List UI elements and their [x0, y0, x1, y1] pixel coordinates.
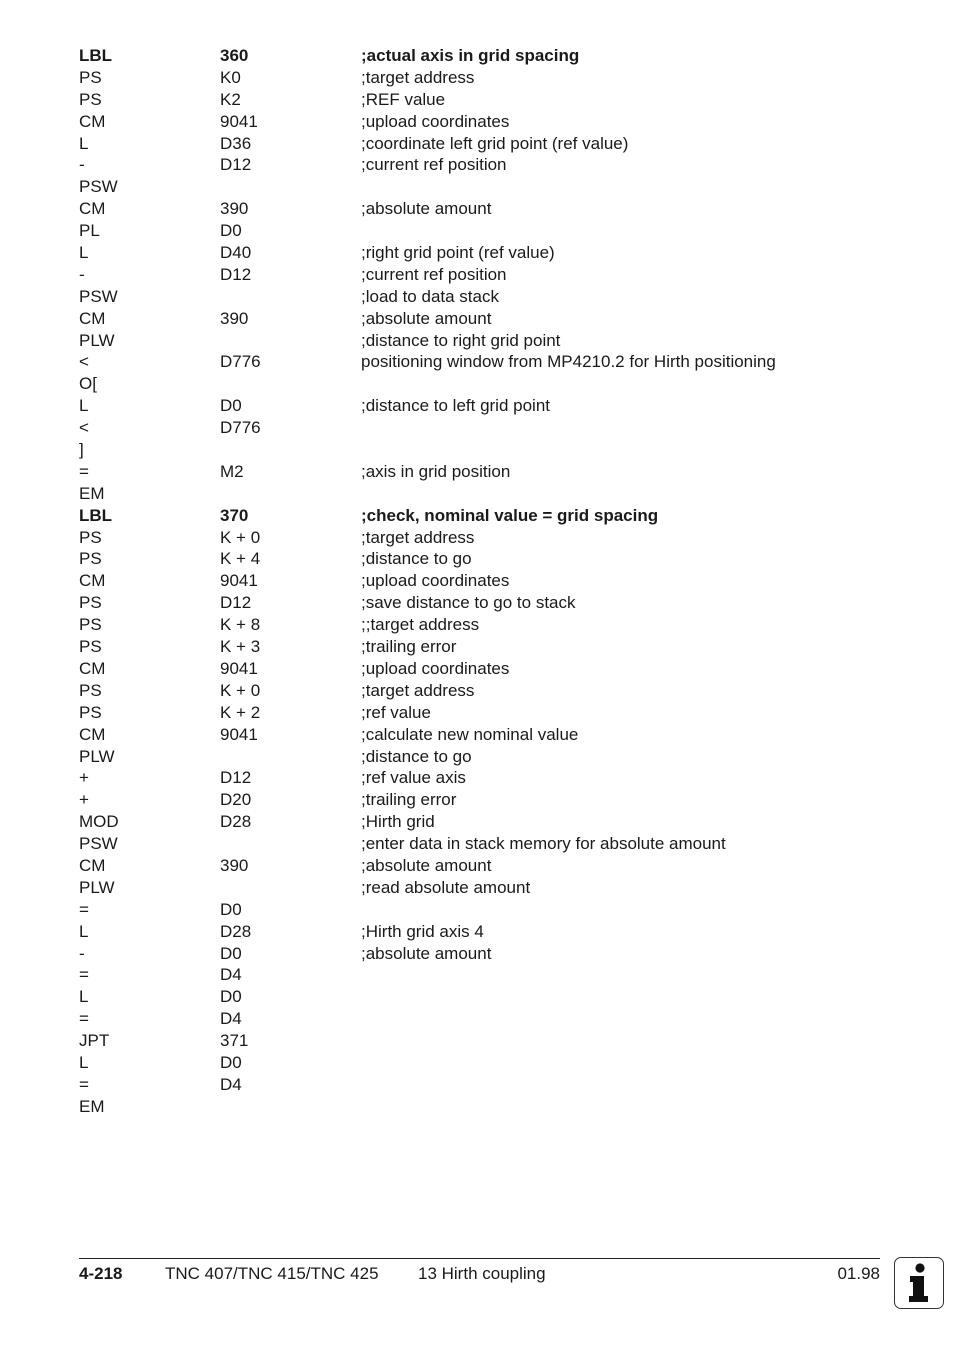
code-op: PS	[79, 615, 102, 635]
code-line	[79, 986, 899, 1008]
code-arg: K + 0	[220, 527, 261, 547]
code-op: CM	[79, 111, 106, 131]
code-op: -	[79, 943, 85, 963]
code-comment: ;upload coordinates	[361, 111, 510, 131]
code-op: EM	[79, 1096, 105, 1116]
code-arg: 9041	[220, 111, 258, 131]
code-comment: ;target address	[361, 527, 475, 547]
code-comment: ;distance to left grid point	[361, 396, 551, 416]
code-arg: M2	[220, 461, 244, 481]
code-arg: K2	[220, 89, 241, 109]
code-arg: D4	[220, 965, 242, 985]
code-op: +	[79, 790, 89, 810]
code-op: PS	[79, 702, 102, 722]
code-comment: positioning window from MP4210.2 for Hirth positioning	[361, 352, 776, 372]
code-comment: ;;target address	[361, 615, 480, 635]
code-arg: D4	[220, 1074, 242, 1094]
code-arg: K + 4	[220, 549, 261, 569]
code-arg: D36	[220, 133, 252, 153]
code-comment: ;distance to go	[361, 549, 472, 569]
code-line	[79, 1096, 899, 1118]
code-line	[79, 964, 899, 986]
code-line	[79, 1074, 899, 1096]
code-line	[79, 395, 899, 417]
code-line	[79, 724, 899, 746]
code-arg: 9041	[220, 571, 258, 591]
code-line	[79, 702, 899, 724]
code-op: CM	[79, 855, 106, 875]
info-icon	[894, 1257, 944, 1309]
code-arg: D0	[220, 943, 242, 963]
code-comment: ;upload coordinates	[361, 658, 510, 678]
code-comment: ;right grid point (ref value)	[361, 243, 555, 263]
code-line	[79, 198, 899, 220]
page-footer	[79, 1258, 880, 1299]
code-comment: ;absolute amount	[361, 199, 492, 219]
code-comment: ;load to data stack	[361, 286, 499, 306]
code-comment: ;current ref position	[361, 155, 507, 175]
code-line	[79, 220, 899, 242]
code-arg: D28	[220, 921, 252, 941]
code-comment: ;read absolute amount	[361, 877, 531, 897]
code-op: ]	[79, 440, 84, 460]
code-line	[79, 89, 899, 111]
code-comment: ;actual axis in grid spacing	[361, 46, 580, 65]
code-arg: D20	[220, 790, 252, 810]
product-model: TNC 407/TNC 415/TNC 425	[165, 1264, 379, 1283]
code-arg: K + 0	[220, 680, 261, 700]
code-line	[79, 67, 899, 89]
code-line	[79, 548, 899, 570]
code-arg: 370	[220, 505, 249, 525]
code-line	[79, 855, 899, 877]
code-line	[79, 877, 899, 899]
code-arg: D0	[220, 221, 242, 241]
code-line	[79, 351, 899, 373]
code-line	[79, 789, 899, 811]
code-line	[79, 242, 899, 264]
code-op: CM	[79, 571, 106, 591]
code-comment: ;trailing error	[361, 637, 457, 657]
code-comment: ;trailing error	[361, 790, 457, 810]
code-line	[79, 154, 899, 176]
code-line	[79, 417, 899, 439]
code-op: PSW	[79, 834, 118, 854]
code-line	[79, 1052, 899, 1074]
code-comment: ;save distance to go to stack	[361, 593, 576, 613]
code-arg: D0	[220, 1052, 242, 1072]
code-op: PS	[79, 527, 102, 547]
code-arg: K + 2	[220, 702, 261, 722]
code-arg: 360	[220, 46, 249, 65]
code-comment: ;upload coordinates	[361, 571, 510, 591]
code-line	[79, 330, 899, 352]
code-line	[79, 483, 899, 505]
code-arg: D0	[220, 987, 242, 1007]
edition-date: 01.98	[837, 1264, 880, 1283]
code-line	[79, 899, 899, 921]
code-op: MOD	[79, 812, 119, 832]
code-arg: D12	[220, 768, 252, 788]
code-line	[79, 505, 899, 527]
code-op: PSW	[79, 286, 118, 306]
code-comment: ;check, nominal value = grid spacing	[361, 505, 659, 525]
code-comment: ;coordinate left grid point (ref value)	[361, 133, 629, 153]
code-op: JPT	[79, 1031, 110, 1051]
code-op: CM	[79, 658, 106, 678]
code-op: PS	[79, 549, 102, 569]
code-line	[79, 921, 899, 943]
page-number: 4-218	[79, 1264, 123, 1283]
code-op: <	[79, 352, 89, 372]
code-comment: ;target address	[361, 67, 475, 87]
code-op: PS	[79, 680, 102, 700]
code-line	[79, 636, 899, 658]
code-op: =	[79, 461, 89, 481]
code-listing	[79, 45, 899, 1118]
code-line	[79, 527, 899, 549]
code-comment: ;axis in grid position	[361, 461, 511, 481]
code-op: L	[79, 133, 89, 153]
code-op: PL	[79, 221, 100, 241]
code-line	[79, 45, 899, 67]
code-op: PS	[79, 637, 102, 657]
code-op: -	[79, 264, 85, 284]
code-line	[79, 746, 899, 768]
code-op: CM	[79, 199, 106, 219]
code-line	[79, 461, 899, 483]
code-arg: D0	[220, 396, 242, 416]
code-comment: ;absolute amount	[361, 308, 492, 328]
code-op: L	[79, 243, 89, 263]
code-line	[79, 111, 899, 133]
code-line	[79, 1008, 899, 1030]
code-op: PS	[79, 67, 102, 87]
code-comment: ;distance to go	[361, 746, 472, 766]
code-op: L	[79, 987, 89, 1007]
code-line	[79, 811, 899, 833]
code-arg: 371	[220, 1031, 249, 1051]
code-line	[79, 658, 899, 680]
code-line	[79, 176, 899, 198]
code-comment: ;Hirth grid axis 4	[361, 921, 484, 941]
code-arg: D4	[220, 1009, 242, 1029]
code-arg: D0	[220, 899, 242, 919]
code-arg: D12	[220, 155, 252, 175]
code-op: =	[79, 899, 89, 919]
code-op: =	[79, 965, 89, 985]
code-line	[79, 1030, 899, 1052]
code-arg: 390	[220, 199, 249, 219]
code-comment: ;Hirth grid	[361, 812, 435, 832]
code-op: O[	[79, 374, 97, 394]
code-op: PS	[79, 89, 102, 109]
code-arg: D28	[220, 812, 252, 832]
code-comment: ;calculate new nominal value	[361, 724, 579, 744]
code-comment: ;enter data in stack memory for absolute amount	[361, 834, 726, 854]
code-op: CM	[79, 308, 106, 328]
code-line	[79, 133, 899, 155]
code-op: L	[79, 396, 89, 416]
code-arg: K + 3	[220, 637, 261, 657]
code-arg: K0	[220, 67, 241, 87]
code-arg: 9041	[220, 724, 258, 744]
code-arg: D12	[220, 264, 252, 284]
code-arg: 390	[220, 855, 249, 875]
code-comment: ;ref value axis	[361, 768, 466, 788]
code-op: <	[79, 418, 89, 438]
code-op: =	[79, 1074, 89, 1094]
code-line	[79, 614, 899, 636]
code-op: L	[79, 921, 89, 941]
code-line	[79, 373, 899, 395]
code-comment: ;absolute amount	[361, 855, 492, 875]
code-line	[79, 680, 899, 702]
code-op: PLW	[79, 746, 115, 766]
code-comment: ;current ref position	[361, 264, 507, 284]
code-op: PS	[79, 593, 102, 613]
code-op: LBL	[79, 505, 113, 525]
code-op: L	[79, 1052, 89, 1072]
code-op: =	[79, 1009, 89, 1029]
code-line	[79, 308, 899, 330]
code-line	[79, 286, 899, 308]
code-line	[79, 943, 899, 965]
code-comment: ;REF value	[361, 89, 446, 109]
code-arg: 390	[220, 308, 249, 328]
chapter-title: 13 Hirth coupling	[418, 1264, 546, 1283]
code-op: PSW	[79, 177, 118, 197]
code-comment: ;target address	[361, 680, 475, 700]
code-arg: D12	[220, 593, 252, 613]
code-op: PLW	[79, 330, 115, 350]
code-op: +	[79, 768, 89, 788]
code-line	[79, 592, 899, 614]
code-line	[79, 767, 899, 789]
code-line	[79, 833, 899, 855]
code-comment: ;distance to right grid point	[361, 330, 561, 350]
code-comment: ;ref value	[361, 702, 431, 722]
code-op: EM	[79, 483, 105, 503]
code-line	[79, 439, 899, 461]
code-arg: D776	[220, 418, 261, 438]
code-op: CM	[79, 724, 106, 744]
code-arg: D776	[220, 352, 261, 372]
code-line	[79, 264, 899, 286]
code-line	[79, 570, 899, 592]
code-op: LBL	[79, 46, 113, 65]
code-op: -	[79, 155, 85, 175]
code-op: PLW	[79, 877, 115, 897]
code-arg: K + 8	[220, 615, 261, 635]
code-comment: ;absolute amount	[361, 943, 492, 963]
code-arg: 9041	[220, 658, 258, 678]
code-arg: D40	[220, 243, 252, 263]
